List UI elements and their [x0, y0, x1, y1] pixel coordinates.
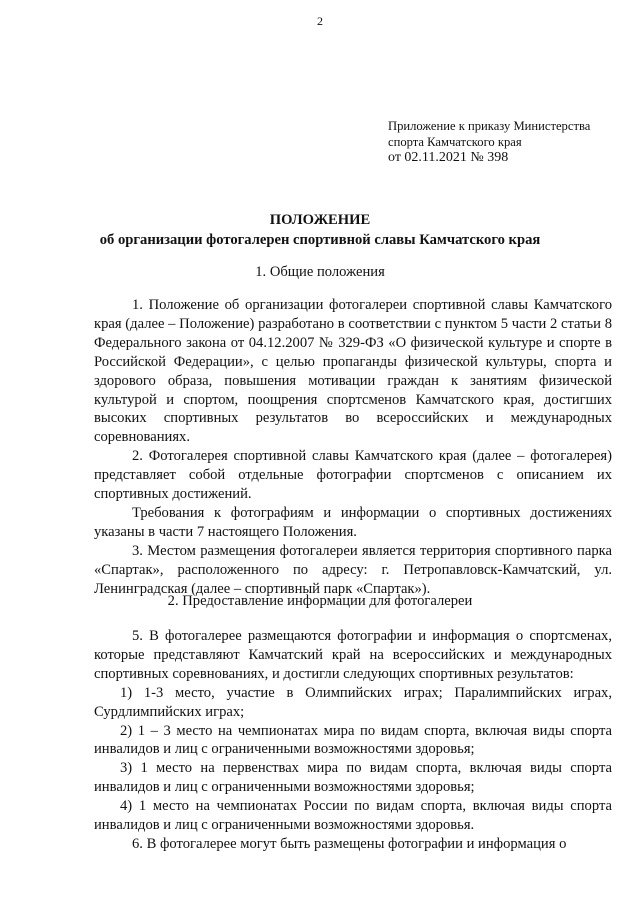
- page-number: 2: [317, 14, 323, 28]
- title-main: ПОЛОЖЕНИЕ: [269, 212, 371, 228]
- list-item: 3) 1 место на первенствах мира по видам спорта, включая виды спорта инвалидов и лиц с ограниченными возможностями здоровья;: [94, 760, 612, 796]
- section-2-heading: 2. Предоставление информации для фотогалереи: [167, 593, 473, 609]
- paragraph: 5. В фотогалерее размещаются фотографии и информация о спортсменах, которые представляют Камчатский край на всероссийских и международных спортивных соревнованиях, и достигли следующих спортивных результатов:: [94, 628, 612, 682]
- appendix-date-line: от 02.11.2021 № 398: [388, 150, 509, 165]
- title-sub: об организации фотогалерен спортивной славы Камчатского края: [99, 232, 541, 248]
- list-item: 4) 1 место на чемпионатах России по видам спорта, включая виды спорта инвалидов и лиц с ограниченными возможностями здоровья.: [94, 798, 612, 834]
- paragraph: Требования к фотографиям и информации о спортивных достижениях указаны в части 7 настоящего Положения.: [94, 504, 612, 540]
- paragraph: 1. Положение об организации фотогалереи спортивной славы Камчатского края (далее – Положение) разработано в соответствии с пунктом 5 части 2 статьи 8 Федерального закона от 04.12.2007 № 329-ФЗ «О физической культуре и спорте в Российской Федерации», с целью пропаганды физической культуры, спорта и здорового образа, повышения мотивации граждан к занятиям физической культурой и спортом, поощрения спортсменов Камчатского края, достигших высоких спортивных результатов во всероссийских и международных соревнованиях.: [94, 297, 612, 446]
- section-1-heading: 1. Общие положения: [255, 264, 385, 280]
- section-1-body: [94, 296, 612, 599]
- list-item: 1) 1-3 место, участие в Олимпийских играх; Паралимпийских играх, Сурдлимпийских играх;: [94, 684, 612, 720]
- section-2-body: [94, 627, 612, 854]
- paragraph: 6. В фотогалерее могут быть размещены фотографии и информация о: [132, 835, 567, 852]
- appendix-line-2: спорта Камчатского края: [388, 135, 522, 149]
- document-title: [0, 210, 640, 250]
- appendix-block: [388, 118, 618, 166]
- paragraph: 2. Фотогалерея спортивной славы Камчатского края (далее – фотогалерея) представляет собой отдельные фотографии спортсменов с описанием их спортивных достижений.: [94, 448, 612, 503]
- list-item: 2) 1 – 3 место на чемпионатах мира по видам спорта, включая виды спорта инвалидов и лиц с ограниченными возможностями здоровья;: [94, 722, 612, 758]
- appendix-line-1: Приложение к приказу Министерства: [388, 119, 591, 133]
- paragraph: 3. Местом размещения фотогалереи является территория спортивного парка «Спартак», расположенного по адресу: г. Петропавловск-Камчатский, ул. Ленинградская (далее – спортивный парк «Спартак»).: [94, 542, 612, 597]
